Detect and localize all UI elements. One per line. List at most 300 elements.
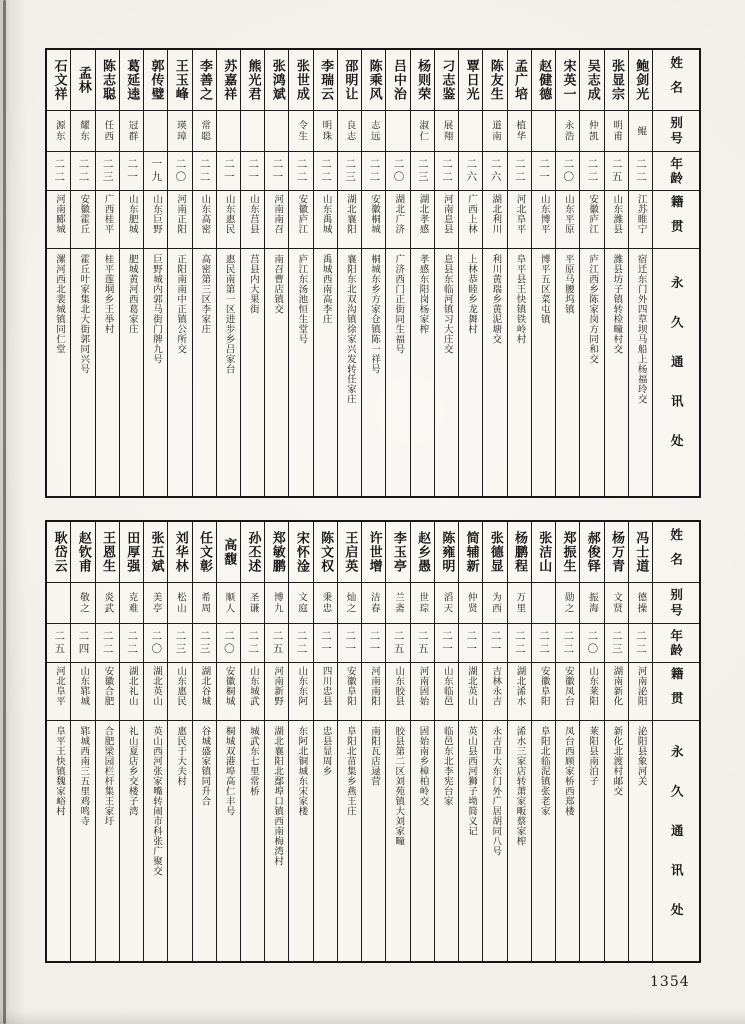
entry-alias: 克难 [120, 583, 143, 624]
entry-origin: 河南南召 [265, 191, 288, 249]
entry-origin: 河北阜平 [47, 663, 70, 721]
registry-entry-column [556, 50, 580, 496]
entry-origin: 山东高密 [193, 191, 216, 249]
entry-name: 杨鹏程 [508, 522, 531, 583]
entry-name: 吕中治 [386, 50, 409, 111]
entry-origin: 山东东阿 [289, 663, 312, 721]
entry-origin: 山东郓城 [71, 663, 94, 721]
entry-age: 二二 [508, 152, 531, 191]
entry-name: 王玉峰 [168, 50, 191, 111]
entry-name: 陈文权 [314, 522, 337, 583]
entry-name: 杨万青 [605, 522, 628, 583]
entry-name: 任文彰 [193, 522, 216, 583]
header-address: 永久通讯处 [669, 276, 685, 474]
entry-name: 郭传璧 [144, 50, 167, 111]
entry-address: 泌阳县象河关 [635, 726, 647, 786]
entry-age: 二一 [120, 152, 143, 191]
entry-origin: 安徽凤台 [556, 663, 579, 721]
entry-alias: 令生 [289, 111, 312, 152]
entry-alias: 振海 [580, 583, 603, 624]
entry-origin: 广西桂平 [96, 191, 119, 249]
entry-address: 禹城西南高李庄 [320, 254, 332, 324]
registry-entry-column [532, 50, 556, 496]
registry-entry-column [71, 50, 95, 496]
entry-name: 宋英一 [556, 50, 579, 111]
header-origin: 籍贯 [653, 663, 699, 721]
entry-address: 庐江东汤池恒生堂号 [296, 254, 308, 344]
registry-entry-column [193, 50, 217, 496]
entry-age: 二三 [96, 152, 119, 191]
entry-age: 二二 [314, 152, 337, 191]
entry-origin: 湖南新化 [605, 663, 628, 721]
entry-alias: 鲲 [629, 111, 652, 152]
entry-address: 城武东七里常桥 [247, 726, 259, 796]
entry-age: 二三 [605, 624, 628, 663]
registry-entry-column [386, 522, 410, 961]
header-alias: 别号 [653, 583, 699, 624]
entry-origin: 山东博平 [532, 191, 555, 249]
entry-alias [532, 111, 555, 152]
entry-address: 东阿北铜城东宋家楼 [296, 726, 308, 816]
entry-origin: 湖北英山 [144, 663, 167, 721]
entry-alias: 文庭 [289, 583, 312, 624]
entry-age: 二五 [386, 624, 409, 663]
entry-age: 二一 [362, 624, 385, 663]
entry-alias [459, 111, 482, 152]
entry-address: 惠民于大夫村 [175, 726, 187, 786]
entry-origin: 广西上林 [459, 191, 482, 249]
registry-entry-column [580, 50, 604, 496]
registry-entry-column [96, 522, 120, 961]
entry-age: 二三 [168, 624, 191, 663]
entry-origin: 河南固始 [411, 663, 434, 721]
entry-origin: 山东惠民 [168, 663, 191, 721]
entry-origin: 河南新野 [265, 663, 288, 721]
entry-alias [47, 583, 70, 624]
header-origin: 籍贯 [653, 191, 699, 249]
registry-entry-column [338, 50, 362, 496]
entry-name: 陈志聪 [96, 50, 119, 111]
registry-entry-column [314, 522, 338, 961]
entry-address: 利川黄瑞乡黄泥塘交 [490, 254, 502, 344]
entry-address: 庐江西乡陈家岗方同和交 [587, 254, 599, 364]
entry-address: 临邑东北李宪台家 [441, 726, 453, 806]
entry-alias: 冠群 [120, 111, 143, 152]
entry-origin: 湖北襄阳 [338, 191, 361, 249]
entry-address: 桂平莲垌乡王举村 [102, 254, 114, 334]
entry-address: 襄阳东北双沟镇徐家兴发转任家庄 [344, 254, 356, 404]
entry-origin: 安徽阜阳 [338, 663, 361, 721]
header-alias: 别号 [653, 111, 699, 152]
entry-origin: 山东肥城 [120, 191, 143, 249]
entry-address: 礼山夏店乡交楼子湾 [126, 726, 138, 816]
entry-name: 刁志鉴 [435, 50, 458, 111]
entry-origin: 山东惠民 [217, 191, 240, 249]
entry-alias: 顺人 [217, 583, 240, 624]
entry-name: 郑振生 [556, 522, 579, 583]
entry-name: 张洁山 [532, 522, 555, 583]
entry-address: 孝感东阳岗杨家榨 [417, 254, 429, 334]
entry-origin: 安徽庐江 [580, 191, 603, 249]
entry-address: 桐城东乡方家仓镇陈一祥号 [369, 254, 381, 374]
entry-age: 二二 [629, 152, 652, 191]
registry-entry-column [265, 522, 289, 961]
entry-age: 二一 [314, 624, 337, 663]
registry-entry-column [508, 50, 532, 496]
entry-address: 莱阳县南泊子 [587, 726, 599, 786]
registry-entry-column [289, 522, 313, 961]
entry-alias [144, 111, 167, 152]
registry-entry-column [580, 522, 604, 961]
entry-origin: 安徽霍丘 [71, 191, 94, 249]
entry-name: 耿岱云 [47, 522, 70, 583]
registry-entry-column [508, 522, 532, 961]
registry-entry-column [96, 50, 120, 496]
entry-name: 王启英 [338, 522, 361, 583]
registry-entry-column [435, 50, 459, 496]
entry-origin: 河南息县 [435, 191, 458, 249]
entry-name: 张五斌 [144, 522, 167, 583]
entry-name: 孟广培 [508, 50, 531, 111]
entry-name: 陈友生 [483, 50, 506, 111]
registry-entry-column [289, 50, 313, 496]
entry-address: 霍丘叶家集北大街郭同兴号 [78, 254, 90, 374]
registry-entry-column [605, 522, 629, 961]
entry-name: 邵明让 [338, 50, 361, 111]
entry-name: 鲍剑光 [629, 50, 652, 111]
entry-name: 赵乡愚 [411, 522, 434, 583]
entry-address: 广济西门正街同生福号 [393, 254, 405, 354]
entry-origin: 山东临邑 [435, 663, 458, 721]
entry-age: 二一 [241, 152, 264, 191]
entry-address: 南召曹店镇交 [272, 254, 284, 314]
entry-origin: 湖北利川 [483, 191, 506, 249]
entry-age: 二三 [411, 152, 434, 191]
entry-alias: 洁春 [362, 583, 385, 624]
entry-name: 刘华林 [168, 522, 191, 583]
entry-age: 一九 [144, 152, 167, 191]
entry-address: 宿迁东门外四草坝马船上杨福玲交 [635, 254, 647, 404]
entry-alias: 道南 [483, 111, 506, 152]
entry-name: 张德显 [483, 522, 506, 583]
entry-address: 永吉市大东门外广居胡同八号 [490, 726, 502, 856]
registry-table-lower [45, 520, 701, 963]
entry-alias: 瑛璋 [168, 111, 191, 152]
registry-entry-column [144, 50, 168, 496]
entry-origin: 四川忠县 [314, 663, 337, 721]
entry-age: 二六 [483, 152, 506, 191]
entry-age: 二一 [265, 152, 288, 191]
entry-origin: 湖北谷城 [193, 663, 216, 721]
entry-name: 冯士道 [629, 522, 652, 583]
entry-age: 二〇 [386, 152, 409, 191]
registry-entry-column [435, 522, 459, 961]
entry-address: 桐城双港埠高仁丰号 [223, 726, 235, 816]
entry-age: 二一 [459, 624, 482, 663]
entry-age: 二五 [605, 152, 628, 191]
registry-entry-column [411, 50, 435, 496]
entry-name: 杨则荣 [411, 50, 434, 111]
registry-entry-column [120, 50, 144, 496]
registry-entry-column [168, 50, 192, 496]
registry-entry-column [241, 50, 265, 496]
entry-origin: 河南郾城 [47, 191, 70, 249]
entry-address: 阜阳北临泥镇张老家 [538, 726, 550, 816]
entry-age: 二五 [411, 624, 434, 663]
entry-name: 许世增 [362, 522, 385, 583]
entry-address: 高密第三区李家庄 [199, 254, 211, 334]
entry-origin: 吉林永吉 [483, 663, 506, 721]
registry-entry-column [483, 50, 507, 496]
entry-name: 王恩生 [96, 522, 119, 583]
entry-age: 二〇 [168, 152, 191, 191]
entry-name: 张鸿斌 [265, 50, 288, 111]
entry-alias: 明珠 [314, 111, 337, 152]
registry-entry-column [629, 522, 653, 961]
entry-alias: 灿之 [338, 583, 361, 624]
entry-name: 孙丕述 [241, 522, 264, 583]
entry-alias [265, 111, 288, 152]
entry-age: 二〇 [217, 624, 240, 663]
entry-name: 覃日光 [459, 50, 482, 111]
registry-entry-column [47, 50, 71, 496]
scan-edge-shadow [3, 0, 6, 1024]
registry-entry-column [144, 522, 168, 961]
entry-alias: 万里 [508, 583, 531, 624]
entry-alias: 耀东 [71, 111, 94, 152]
entry-name: 熊光君 [241, 50, 264, 111]
entry-age: 二一 [338, 624, 361, 663]
entry-age: 二二 [629, 624, 652, 663]
registry-entry-column [605, 50, 629, 496]
entry-address: 合肥梁园栏杆集王家圩 [102, 726, 114, 826]
entry-origin: 河南泌阳 [629, 663, 652, 721]
entry-address: 英山西河张家嘴转闹市科张广聚交 [150, 726, 162, 876]
entry-address: 平原马腰坞镇 [562, 254, 574, 314]
registry-entry-column [338, 522, 362, 961]
entry-origin: 河南正阳 [168, 191, 191, 249]
entry-address: 莒县内大果街 [247, 254, 259, 314]
entry-address: 肥城黄河西葛家庄 [126, 254, 138, 334]
entry-origin: 河南南阳 [362, 663, 385, 721]
entry-age: 二〇 [556, 152, 579, 191]
entry-name: 吴志成 [580, 50, 603, 111]
entry-name: 苏嘉祥 [217, 50, 240, 111]
entry-origin: 江苏睢宁 [629, 191, 652, 249]
entry-name: 赵钦甫 [71, 522, 94, 583]
registry-entry-column [217, 522, 241, 961]
entry-name: 石文祥 [47, 50, 70, 111]
entry-alias: 博九 [265, 583, 288, 624]
entry-name: 张世成 [289, 50, 312, 111]
table-header-column [653, 50, 699, 496]
entry-age: 二三 [193, 624, 216, 663]
entry-name: 李瑞云 [314, 50, 337, 111]
header-age: 年龄 [653, 152, 699, 191]
entry-origin: 山东禹城 [314, 191, 337, 249]
entry-name: 孟林 [71, 50, 94, 111]
entry-origin: 河北阜平 [508, 191, 531, 249]
entry-address: 巨野城内郭马街门牌九号 [150, 254, 162, 364]
entry-age: 二二 [193, 152, 216, 191]
header-address: 永久通讯处 [669, 744, 685, 943]
entry-age: 二一 [435, 624, 458, 663]
entry-name: 陈雍明 [435, 522, 458, 583]
entry-alias: 圣谦 [241, 583, 264, 624]
entry-alias: 任西 [96, 111, 119, 152]
registry-entry-column [71, 522, 95, 961]
entry-origin: 安徽庐江 [289, 191, 312, 249]
entry-origin: 安徽阜阳 [532, 663, 555, 721]
entry-address: 南阳瓦店逯营 [369, 726, 381, 786]
table-header-column [653, 522, 699, 961]
entry-alias: 为西 [483, 583, 506, 624]
entry-alias: 滔天 [435, 583, 458, 624]
entry-name: 葛延逵 [120, 50, 143, 111]
entry-origin: 安徽合肥 [96, 663, 119, 721]
registry-entry-column [241, 522, 265, 961]
entry-address: 息县东临河镇习大庄交 [441, 254, 453, 354]
entry-name: 高馥 [217, 522, 240, 583]
entry-age: 二二 [241, 624, 264, 663]
entry-alias: 植华 [508, 111, 531, 152]
entry-alias: 敬之 [71, 583, 94, 624]
entry-name: 简辅新 [459, 522, 482, 583]
entry-name: 宋怀淦 [289, 522, 312, 583]
entry-name: 陈乘风 [362, 50, 385, 111]
entry-alias: 勋之 [556, 583, 579, 624]
entry-alias: 仲凯 [580, 111, 603, 152]
entry-alias [217, 111, 240, 152]
entry-age: 二四 [71, 624, 94, 663]
entry-age: 二五 [47, 624, 70, 663]
entry-origin: 山东平原 [556, 191, 579, 249]
entry-address: 胶县第二区刘苑镇大刘家疃 [393, 726, 405, 846]
entry-age: 二二 [47, 152, 70, 191]
entry-name: 田厚强 [120, 522, 143, 583]
entry-age: 二二 [289, 152, 312, 191]
registry-entry-column [483, 522, 507, 961]
entry-name: 郑敏鹏 [265, 522, 288, 583]
entry-address: 新化北渡村邮交 [611, 726, 623, 796]
entry-origin: 山东莱阳 [580, 663, 603, 721]
entry-origin: 湖北礼山 [120, 663, 143, 721]
entry-alias: 世琮 [411, 583, 434, 624]
entry-alias: 源东 [47, 111, 70, 152]
registry-entry-column [386, 50, 410, 496]
entry-origin: 湖北浠水 [508, 663, 531, 721]
entry-origin: 山东莒县 [241, 191, 264, 249]
registry-entry-column [168, 522, 192, 961]
entry-alias: 炎武 [96, 583, 119, 624]
entry-address: 英山县西河狮子坳简义记 [465, 726, 477, 836]
registry-entry-column [265, 50, 289, 496]
entry-origin: 湖北孝感 [411, 191, 434, 249]
registry-entry-column [411, 522, 435, 961]
registry-table-upper [45, 48, 701, 498]
entry-age: 二二 [435, 152, 458, 191]
entry-origin: 安徽桐城 [217, 663, 240, 721]
page-number: 1354 [650, 974, 690, 990]
entry-origin: 安徽桐城 [362, 191, 385, 249]
entry-age: 二二 [556, 624, 579, 663]
entry-age: 二〇 [580, 624, 603, 663]
entry-address: 阜阳北苗集乡燕王庄 [344, 726, 356, 816]
entry-age: 二二 [532, 624, 555, 663]
registry-entry-column [459, 50, 483, 496]
entry-origin: 山东潍县 [605, 191, 628, 249]
entry-address: 博平五区菜屯镇 [538, 254, 550, 324]
registry-entry-column [314, 50, 338, 496]
entry-alias [386, 111, 409, 152]
entry-alias: 仲贤 [459, 583, 482, 624]
entry-name: 李善之 [193, 50, 216, 111]
entry-address: 郓城西南三五里鸡鸣寺 [78, 726, 90, 826]
entry-name: 赵健德 [532, 50, 555, 111]
header-name: 姓名 [653, 50, 699, 111]
entry-alias: 希周 [193, 583, 216, 624]
registry-entry-column [120, 522, 144, 961]
entry-alias: 展翔 [435, 111, 458, 152]
entry-age: 二二 [362, 152, 385, 191]
registry-entry-column [217, 50, 241, 496]
registry-entry-column [47, 522, 71, 961]
header-age: 年龄 [653, 624, 699, 663]
registry-entry-column [532, 522, 556, 961]
header-name: 姓名 [653, 522, 699, 583]
entry-origin: 山东城武 [241, 663, 264, 721]
entry-address: 凤台西顾家桥西郑楼 [562, 726, 574, 816]
entry-age: 二二 [289, 624, 312, 663]
registry-entry-column [556, 522, 580, 961]
entry-age: 二六 [459, 152, 482, 191]
entry-alias: 松山 [168, 583, 191, 624]
entry-age: 二二 [96, 624, 119, 663]
entry-origin: 湖北广济 [386, 191, 409, 249]
entry-alias: 明甫 [605, 111, 628, 152]
entry-alias: 文贤 [605, 583, 628, 624]
entry-alias: 淑仁 [411, 111, 434, 152]
entry-address: 湖北襄阳北鄢埠口镇西南梅湾村 [272, 726, 284, 866]
entry-address: 潍县坊子镇转检疃村交 [611, 254, 623, 354]
entry-age: 二二 [120, 624, 143, 663]
entry-age: 二五 [265, 624, 288, 663]
entry-alias [532, 583, 555, 624]
entry-alias: 秉忠 [314, 583, 337, 624]
entry-age: 二一 [217, 152, 240, 191]
entry-age: 二二 [71, 152, 94, 191]
entry-name: 李玉亭 [386, 522, 409, 583]
entry-name: 郝俊铎 [580, 522, 603, 583]
registry-entry-column [362, 522, 386, 961]
entry-origin: 湖北英山 [459, 663, 482, 721]
entry-age: 二一 [483, 624, 506, 663]
registry-entry-column [362, 50, 386, 496]
entry-alias: 美亭 [144, 583, 167, 624]
entry-address: 谷城盛家镇同升合 [199, 726, 211, 806]
entry-alias: 良志 [338, 111, 361, 152]
entry-alias [241, 111, 264, 152]
entry-address: 惠民南第一区进步乡吕家台 [223, 254, 235, 374]
entry-origin: 山东胶县 [386, 663, 409, 721]
entry-alias: 兰斋 [386, 583, 409, 624]
registry-entry-column [629, 50, 653, 496]
registry-entry-column [459, 522, 483, 961]
entry-age: 二三 [338, 152, 361, 191]
entry-address: 浠水三家店转萧家畈蔡家榨 [514, 726, 526, 846]
entry-address: 阜平王快镇魏家峪村 [54, 726, 65, 816]
entry-address: 固始南乡樟柏岭交 [417, 726, 429, 806]
